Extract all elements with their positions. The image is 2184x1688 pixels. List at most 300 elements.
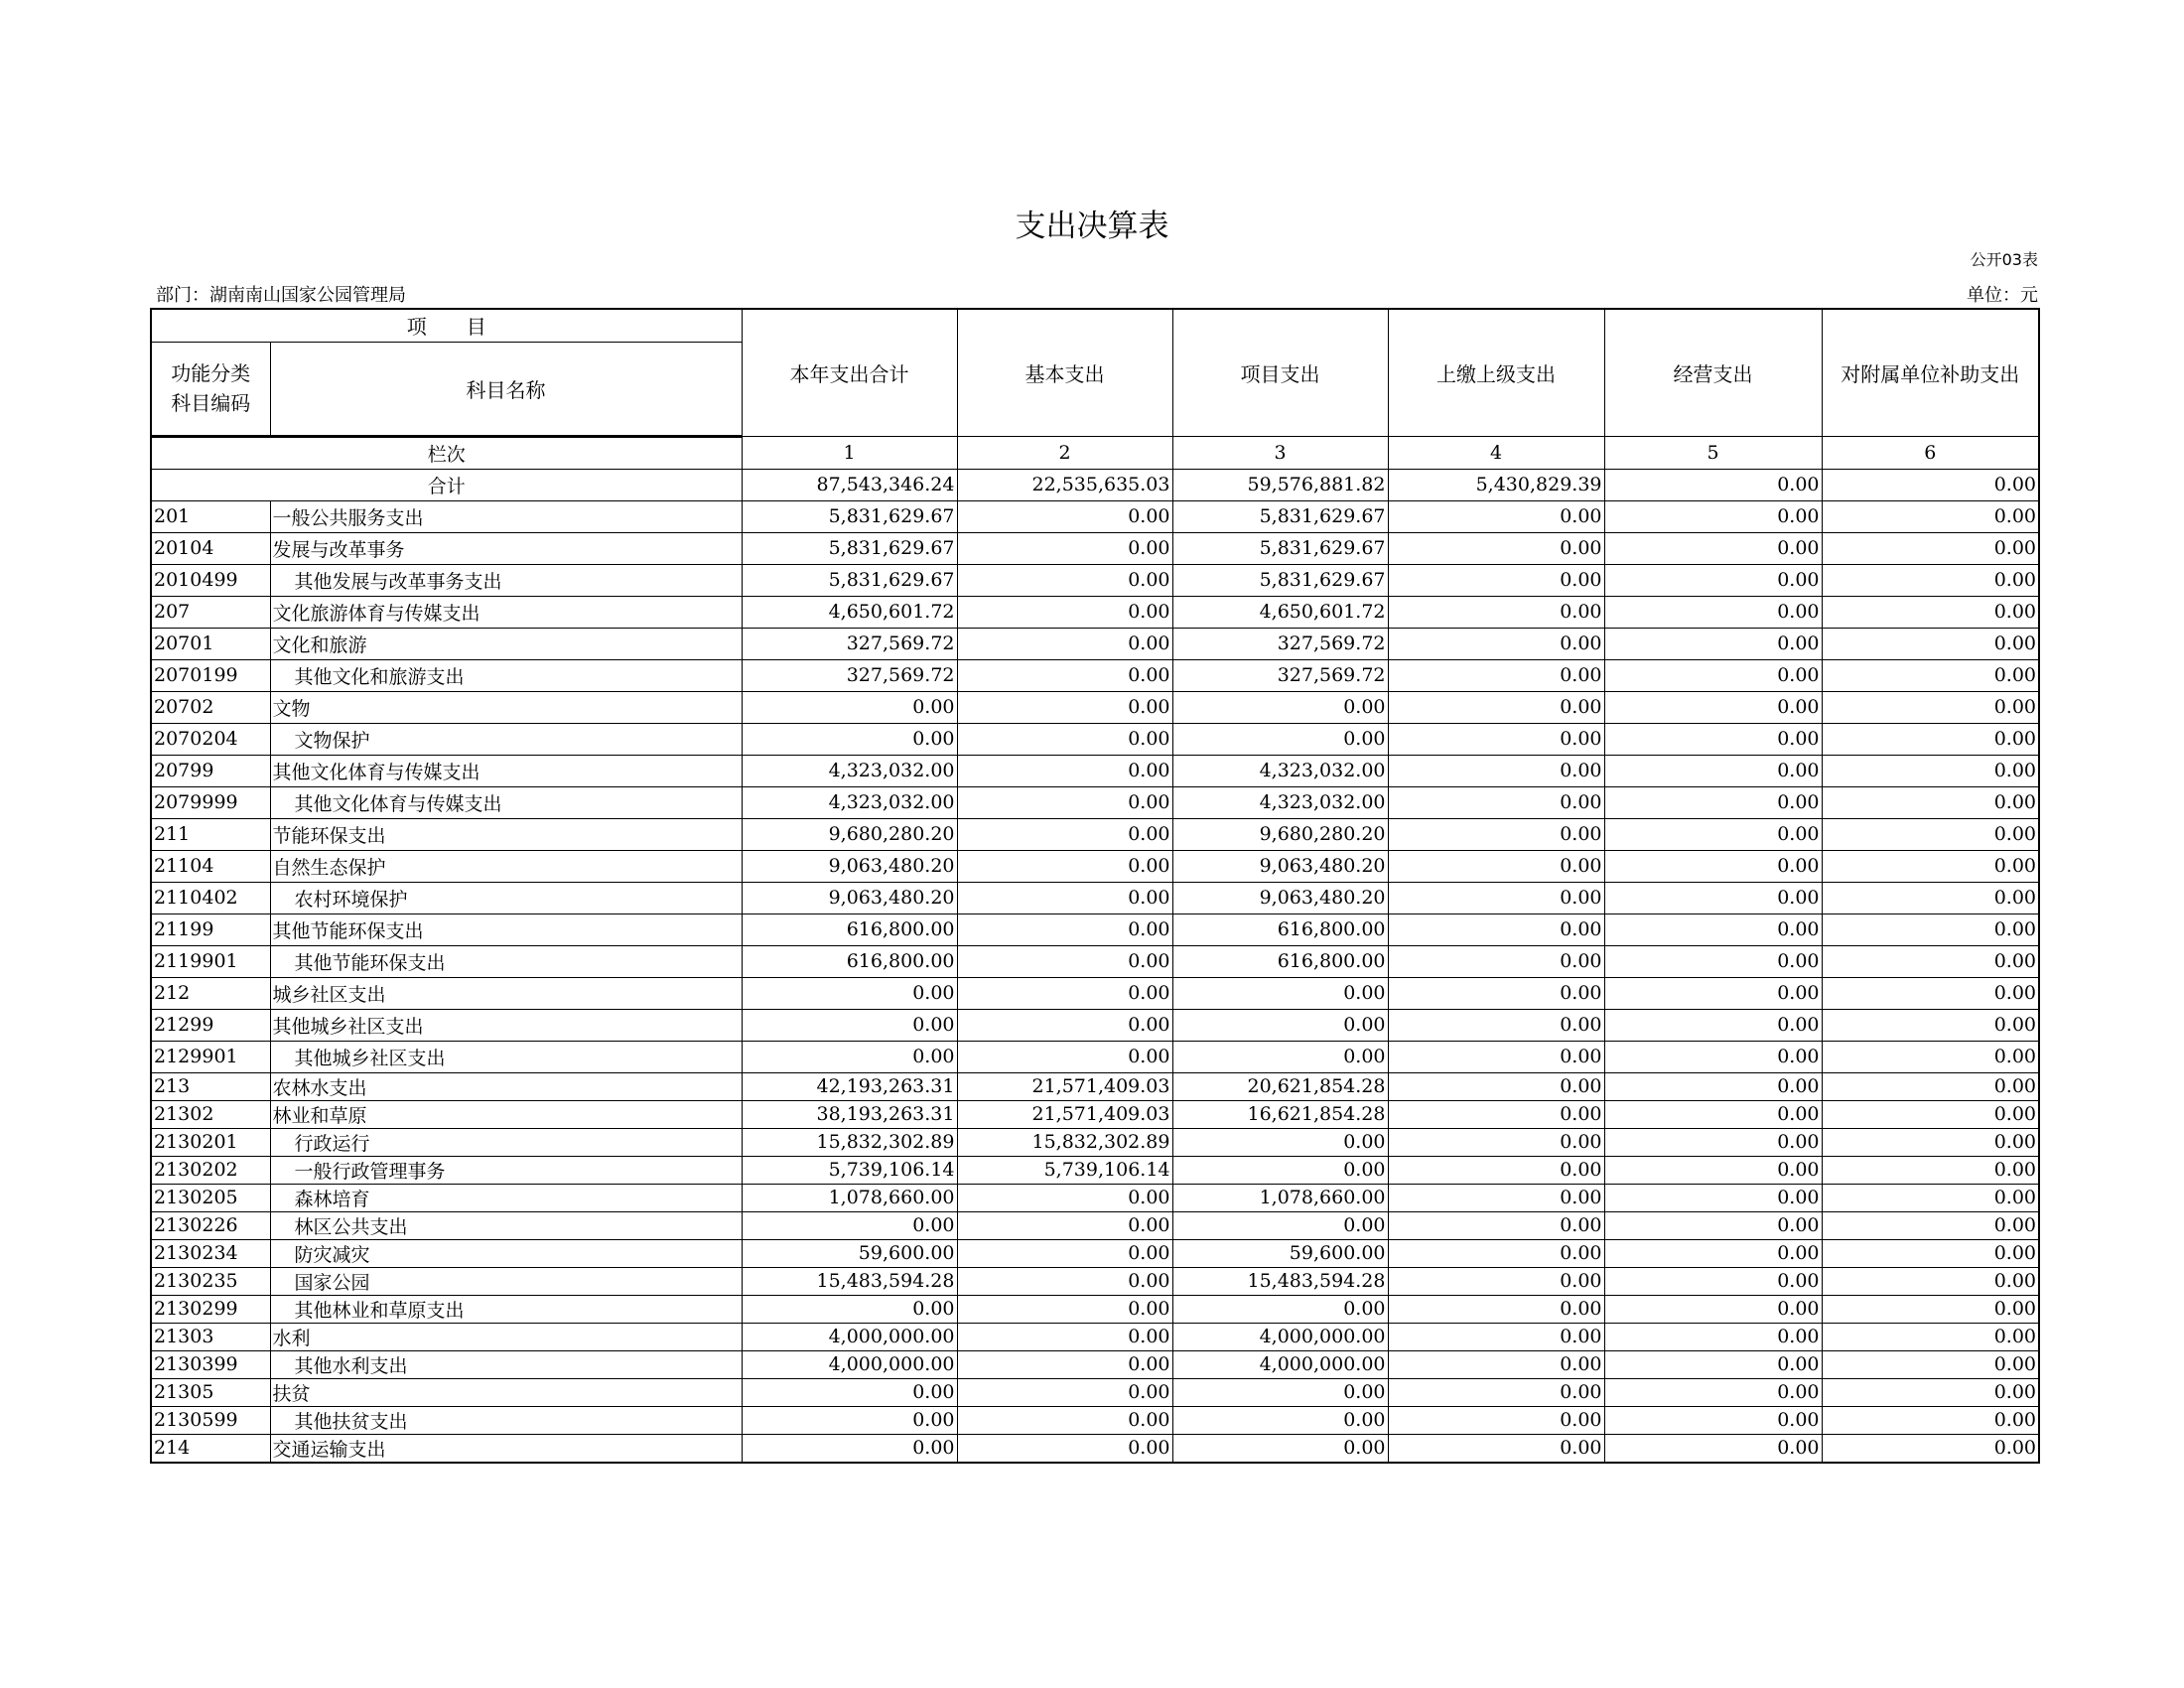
amount-cell-1: 15,483,594.28 — [742, 1267, 957, 1295]
table-row — [151, 1267, 2039, 1295]
form-number: 公开03表 — [1970, 250, 2038, 269]
amount-cell-6: 0.00 — [1822, 564, 2039, 596]
amount-cell-4: 0.00 — [1388, 628, 1604, 659]
subject-name: 文化旅游体育与传媒支出 — [270, 596, 742, 628]
amount-cell-3: 4,000,000.00 — [1172, 1323, 1388, 1350]
unit-label: 单位：元 — [1967, 285, 2038, 306]
amount-cell-5: 0.00 — [1604, 1350, 1822, 1378]
amount-cell-5: 0.00 — [1604, 1267, 1822, 1295]
amount-cell-1: 5,831,629.67 — [742, 564, 957, 596]
subject-name: 其他林业和草原支出 — [270, 1295, 742, 1323]
amount-cell-2: 0.00 — [957, 1211, 1172, 1239]
amount-cell-4: 0.00 — [1388, 755, 1604, 786]
amount-cell-5: 0.00 — [1604, 914, 1822, 945]
amount-cell-1: 0.00 — [742, 723, 957, 755]
amount-cell-5: 0.00 — [1604, 1295, 1822, 1323]
subject-code: 2130399 — [151, 1350, 270, 1378]
amount-cell-1: 0.00 — [742, 1041, 957, 1072]
amount-cell-6: 0.00 — [1822, 1009, 2039, 1041]
amount-cell-4: 0.00 — [1388, 1041, 1604, 1072]
amount-cell-4: 0.00 — [1388, 1156, 1604, 1184]
amount-cell-2: 0.00 — [957, 1350, 1172, 1378]
table-row — [151, 659, 2039, 691]
amount-cell-5: 0.00 — [1604, 1378, 1822, 1406]
subject-code: 2130201 — [151, 1128, 270, 1156]
subject-code: 2130202 — [151, 1156, 270, 1184]
subject-code: 21299 — [151, 1009, 270, 1041]
column-number-1: 1 — [742, 436, 957, 469]
amount-cell-5: 0.00 — [1604, 628, 1822, 659]
amount-cell-3: 0.00 — [1172, 1378, 1388, 1406]
table-row — [151, 500, 2039, 532]
amount-cell-6: 0.00 — [1822, 1211, 2039, 1239]
subject-name: 交通运输支出 — [270, 1434, 742, 1463]
amount-cell-2: 0.00 — [957, 1378, 1172, 1406]
amount-cell-2: 0.00 — [957, 500, 1172, 532]
amount-cell-1: 5,739,106.14 — [742, 1156, 957, 1184]
subject-code: 20104 — [151, 532, 270, 564]
subject-name: 农村环境保护 — [270, 882, 742, 914]
table-row — [151, 1295, 2039, 1323]
amount-cell-6: 0.00 — [1822, 977, 2039, 1009]
amount-cell-6: 0.00 — [1822, 532, 2039, 564]
amount-cell-4: 0.00 — [1388, 1434, 1604, 1463]
amount-cell-2: 0.00 — [957, 945, 1172, 977]
amount-cell-2: 0.00 — [957, 1267, 1172, 1295]
amount-cell-1: 4,000,000.00 — [742, 1323, 957, 1350]
amount-cell-5: 0.00 — [1604, 786, 1822, 818]
table-row — [151, 532, 2039, 564]
amount-cell-5: 0.00 — [1604, 564, 1822, 596]
amount-cell-1: 0.00 — [742, 1295, 957, 1323]
amount-cell-2: 0.00 — [957, 1323, 1172, 1350]
amount-cell-4: 0.00 — [1388, 1072, 1604, 1100]
amount-cell-6: 0.00 — [1822, 596, 2039, 628]
subject-code: 2079999 — [151, 786, 270, 818]
amount-cell-4: 0.00 — [1388, 1211, 1604, 1239]
subject-name: 其他水利支出 — [270, 1350, 742, 1378]
amount-cell-5: 0.00 — [1604, 1211, 1822, 1239]
table-row — [151, 786, 2039, 818]
amount-cell-3: 0.00 — [1172, 691, 1388, 723]
amount-cell-4: 0.00 — [1388, 1323, 1604, 1350]
total-value-4: 5,430,829.39 — [1388, 469, 1604, 500]
amount-cell-5: 0.00 — [1604, 755, 1822, 786]
amount-cell-5: 0.00 — [1604, 1100, 1822, 1128]
total-row — [151, 469, 2039, 500]
amount-cell-5: 0.00 — [1604, 850, 1822, 882]
column-number-3: 3 — [1172, 436, 1388, 469]
total-value-3: 59,576,881.82 — [1172, 469, 1388, 500]
amount-cell-6: 0.00 — [1822, 1378, 2039, 1406]
subject-code: 21199 — [151, 914, 270, 945]
table-row — [151, 1041, 2039, 1072]
subject-code: 20799 — [151, 755, 270, 786]
table-row — [151, 691, 2039, 723]
subject-code: 2119901 — [151, 945, 270, 977]
amount-cell-6: 0.00 — [1822, 628, 2039, 659]
table-row — [151, 1100, 2039, 1128]
amount-cell-3: 5,831,629.67 — [1172, 564, 1388, 596]
amount-cell-3: 9,680,280.20 — [1172, 818, 1388, 850]
col-header-2: 基本支出 — [957, 309, 1172, 436]
amount-cell-2: 0.00 — [957, 786, 1172, 818]
amount-cell-5: 0.00 — [1604, 659, 1822, 691]
amount-cell-1: 0.00 — [742, 1406, 957, 1434]
amount-cell-2: 0.00 — [957, 1041, 1172, 1072]
amount-cell-6: 0.00 — [1822, 691, 2039, 723]
subject-name: 其他发展与改革事务支出 — [270, 564, 742, 596]
amount-cell-3: 16,621,854.28 — [1172, 1100, 1388, 1128]
amount-cell-3: 4,000,000.00 — [1172, 1350, 1388, 1378]
amount-cell-6: 0.00 — [1822, 1184, 2039, 1211]
subject-code: 2070199 — [151, 659, 270, 691]
amount-cell-3: 4,323,032.00 — [1172, 786, 1388, 818]
amount-cell-2: 0.00 — [957, 564, 1172, 596]
col-header-3: 项目支出 — [1172, 309, 1388, 436]
subject-code: 2130205 — [151, 1184, 270, 1211]
amount-cell-4: 0.00 — [1388, 596, 1604, 628]
amount-cell-2: 0.00 — [957, 1295, 1172, 1323]
amount-cell-4: 0.00 — [1388, 1009, 1604, 1041]
amount-cell-5: 0.00 — [1604, 1041, 1822, 1072]
amount-cell-6: 0.00 — [1822, 1350, 2039, 1378]
table-row — [151, 850, 2039, 882]
col-header-1: 本年支出合计 — [742, 309, 957, 436]
table-row — [151, 1156, 2039, 1184]
amount-cell-1: 9,063,480.20 — [742, 850, 957, 882]
subject-name: 节能环保支出 — [270, 818, 742, 850]
amount-cell-4: 0.00 — [1388, 818, 1604, 850]
amount-cell-6: 0.00 — [1822, 882, 2039, 914]
amount-cell-3: 5,831,629.67 — [1172, 532, 1388, 564]
amount-cell-1: 0.00 — [742, 1211, 957, 1239]
subject-code: 2010499 — [151, 564, 270, 596]
amount-cell-2: 0.00 — [957, 628, 1172, 659]
amount-cell-1: 0.00 — [742, 691, 957, 723]
subject-code: 21302 — [151, 1100, 270, 1128]
amount-cell-3: 0.00 — [1172, 1041, 1388, 1072]
amount-cell-6: 0.00 — [1822, 500, 2039, 532]
table-row — [151, 818, 2039, 850]
table-row — [151, 1406, 2039, 1434]
amount-cell-1: 4,323,032.00 — [742, 786, 957, 818]
total-label: 合计 — [151, 469, 742, 500]
amount-cell-2: 0.00 — [957, 1406, 1172, 1434]
amount-cell-3: 616,800.00 — [1172, 914, 1388, 945]
table-row — [151, 628, 2039, 659]
subject-code: 211 — [151, 818, 270, 850]
amount-cell-2: 0.00 — [957, 659, 1172, 691]
amount-cell-1: 5,831,629.67 — [742, 500, 957, 532]
subject-code: 212 — [151, 977, 270, 1009]
amount-cell-4: 0.00 — [1388, 977, 1604, 1009]
table-row — [151, 1184, 2039, 1211]
amount-cell-4: 0.00 — [1388, 786, 1604, 818]
subject-code: 2130599 — [151, 1406, 270, 1434]
amount-cell-1: 9,063,480.20 — [742, 882, 957, 914]
subject-name: 林区公共支出 — [270, 1211, 742, 1239]
subject-name: 防灾减灾 — [270, 1239, 742, 1267]
table-row — [151, 1211, 2039, 1239]
amount-cell-4: 0.00 — [1388, 659, 1604, 691]
subject-name: 文化和旅游 — [270, 628, 742, 659]
amount-cell-3: 327,569.72 — [1172, 628, 1388, 659]
amount-cell-2: 21,571,409.03 — [957, 1072, 1172, 1100]
amount-cell-6: 0.00 — [1822, 786, 2039, 818]
table-row — [151, 1434, 2039, 1463]
amount-cell-1: 616,800.00 — [742, 914, 957, 945]
amount-cell-6: 0.00 — [1822, 1323, 2039, 1350]
subject-code: 21305 — [151, 1378, 270, 1406]
subject-name: 农林水支出 — [270, 1072, 742, 1100]
subject-name: 其他文化体育与传媒支出 — [270, 786, 742, 818]
amount-cell-5: 0.00 — [1604, 1072, 1822, 1100]
table-row — [151, 1128, 2039, 1156]
amount-cell-4: 0.00 — [1388, 1184, 1604, 1211]
amount-cell-5: 0.00 — [1604, 977, 1822, 1009]
amount-cell-3: 0.00 — [1172, 1009, 1388, 1041]
amount-cell-5: 0.00 — [1604, 500, 1822, 532]
amount-cell-5: 0.00 — [1604, 818, 1822, 850]
amount-cell-3: 5,831,629.67 — [1172, 500, 1388, 532]
amount-cell-6: 0.00 — [1822, 755, 2039, 786]
amount-cell-2: 0.00 — [957, 1184, 1172, 1211]
amount-cell-1: 38,193,263.31 — [742, 1100, 957, 1128]
table-row — [151, 977, 2039, 1009]
amount-cell-2: 0.00 — [957, 755, 1172, 786]
expenditure-table — [150, 308, 2040, 1464]
amount-cell-5: 0.00 — [1604, 596, 1822, 628]
total-value-2: 22,535,635.03 — [957, 469, 1172, 500]
amount-cell-2: 0.00 — [957, 532, 1172, 564]
col-header-4: 上缴上级支出 — [1388, 309, 1604, 436]
amount-cell-1: 15,832,302.89 — [742, 1128, 957, 1156]
subject-code: 2129901 — [151, 1041, 270, 1072]
amount-cell-3: 616,800.00 — [1172, 945, 1388, 977]
column-number-4: 4 — [1388, 436, 1604, 469]
subject-name: 文物保护 — [270, 723, 742, 755]
amount-cell-6: 0.00 — [1822, 945, 2039, 977]
subject-code: 2130234 — [151, 1239, 270, 1267]
amount-cell-2: 0.00 — [957, 914, 1172, 945]
department-label: 部门：湖南南山国家公园管理局 — [156, 285, 406, 306]
subject-name: 其他城乡社区支出 — [270, 1041, 742, 1072]
amount-cell-5: 0.00 — [1604, 945, 1822, 977]
subject-name: 一般公共服务支出 — [270, 500, 742, 532]
subject-code: 21303 — [151, 1323, 270, 1350]
amount-cell-1: 4,000,000.00 — [742, 1350, 957, 1378]
amount-cell-4: 0.00 — [1388, 532, 1604, 564]
table-row — [151, 723, 2039, 755]
amount-cell-3: 9,063,480.20 — [1172, 850, 1388, 882]
table-row — [151, 1323, 2039, 1350]
table-row — [151, 596, 2039, 628]
column-number-5: 5 — [1604, 436, 1822, 469]
amount-cell-2: 0.00 — [957, 723, 1172, 755]
amount-cell-3: 327,569.72 — [1172, 659, 1388, 691]
table-row — [151, 755, 2039, 786]
amount-cell-1: 42,193,263.31 — [742, 1072, 957, 1100]
amount-cell-4: 0.00 — [1388, 882, 1604, 914]
amount-cell-4: 0.00 — [1388, 1406, 1604, 1434]
amount-cell-3: 15,483,594.28 — [1172, 1267, 1388, 1295]
amount-cell-1: 616,800.00 — [742, 945, 957, 977]
amount-cell-2: 21,571,409.03 — [957, 1100, 1172, 1128]
amount-cell-4: 0.00 — [1388, 1350, 1604, 1378]
subject-code: 213 — [151, 1072, 270, 1100]
amount-cell-5: 0.00 — [1604, 1406, 1822, 1434]
table-row — [151, 1072, 2039, 1100]
amount-cell-1: 59,600.00 — [742, 1239, 957, 1267]
column-number-row — [151, 436, 2039, 469]
table-row — [151, 1239, 2039, 1267]
amount-cell-6: 0.00 — [1822, 1267, 2039, 1295]
amount-cell-2: 15,832,302.89 — [957, 1128, 1172, 1156]
amount-cell-1: 0.00 — [742, 977, 957, 1009]
amount-cell-1: 0.00 — [742, 1434, 957, 1463]
amount-cell-5: 0.00 — [1604, 723, 1822, 755]
amount-cell-3: 0.00 — [1172, 1406, 1388, 1434]
amount-cell-3: 4,323,032.00 — [1172, 755, 1388, 786]
subject-name: 其他文化和旅游支出 — [270, 659, 742, 691]
table-row — [151, 564, 2039, 596]
amount-cell-5: 0.00 — [1604, 1434, 1822, 1463]
subject-name: 水利 — [270, 1323, 742, 1350]
amount-cell-2: 0.00 — [957, 1239, 1172, 1267]
amount-cell-4: 0.00 — [1388, 1100, 1604, 1128]
page-title: 支出决算表 — [1015, 209, 1169, 244]
amount-cell-3: 0.00 — [1172, 1128, 1388, 1156]
amount-cell-5: 0.00 — [1604, 1156, 1822, 1184]
amount-cell-1: 0.00 — [742, 1009, 957, 1041]
amount-cell-3: 0.00 — [1172, 723, 1388, 755]
amount-cell-6: 0.00 — [1822, 1406, 2039, 1434]
col-header-5: 经营支出 — [1604, 309, 1822, 436]
amount-cell-3: 20,621,854.28 — [1172, 1072, 1388, 1100]
amount-cell-6: 0.00 — [1822, 914, 2039, 945]
col-header-6: 对附属单位补助支出 — [1822, 309, 2039, 436]
total-value-1: 87,543,346.24 — [742, 469, 957, 500]
amount-cell-1: 1,078,660.00 — [742, 1184, 957, 1211]
subject-code: 2130299 — [151, 1295, 270, 1323]
column-number-6: 6 — [1822, 436, 2039, 469]
amount-cell-5: 0.00 — [1604, 1239, 1822, 1267]
amount-cell-2: 0.00 — [957, 818, 1172, 850]
subject-name: 其他节能环保支出 — [270, 945, 742, 977]
amount-cell-4: 0.00 — [1388, 1267, 1604, 1295]
subject-code: 2130226 — [151, 1211, 270, 1239]
subject-name: 其他文化体育与传媒支出 — [270, 755, 742, 786]
amount-cell-4: 0.00 — [1388, 945, 1604, 977]
table-row — [151, 1009, 2039, 1041]
amount-cell-3: 59,600.00 — [1172, 1239, 1388, 1267]
subject-code: 2110402 — [151, 882, 270, 914]
table-row — [151, 882, 2039, 914]
amount-cell-6: 0.00 — [1822, 1434, 2039, 1463]
total-value-6: 0.00 — [1822, 469, 2039, 500]
amount-cell-4: 0.00 — [1388, 1295, 1604, 1323]
amount-cell-4: 0.00 — [1388, 500, 1604, 532]
subject-name: 扶贫 — [270, 1378, 742, 1406]
amount-cell-5: 0.00 — [1604, 1009, 1822, 1041]
code-header: 功能分类 科目编码 — [151, 342, 270, 436]
subject-name: 其他节能环保支出 — [270, 914, 742, 945]
amount-cell-3: 0.00 — [1172, 1295, 1388, 1323]
amount-cell-6: 0.00 — [1822, 1100, 2039, 1128]
amount-cell-6: 0.00 — [1822, 1295, 2039, 1323]
amount-cell-2: 0.00 — [957, 691, 1172, 723]
table-row — [151, 1378, 2039, 1406]
subject-name: 国家公园 — [270, 1267, 742, 1295]
subject-code: 20701 — [151, 628, 270, 659]
amount-cell-3: 0.00 — [1172, 977, 1388, 1009]
amount-cell-2: 0.00 — [957, 1434, 1172, 1463]
amount-cell-3: 0.00 — [1172, 1434, 1388, 1463]
total-value-5: 0.00 — [1604, 469, 1822, 500]
amount-cell-4: 0.00 — [1388, 564, 1604, 596]
subject-code: 201 — [151, 500, 270, 532]
amount-cell-5: 0.00 — [1604, 691, 1822, 723]
subject-name: 一般行政管理事务 — [270, 1156, 742, 1184]
item-group-header: 项 目 — [151, 309, 742, 342]
amount-cell-3: 9,063,480.20 — [1172, 882, 1388, 914]
amount-cell-6: 0.00 — [1822, 1128, 2039, 1156]
subject-name: 发展与改革事务 — [270, 532, 742, 564]
amount-cell-4: 0.00 — [1388, 1128, 1604, 1156]
subject-code: 2070204 — [151, 723, 270, 755]
subject-code: 2130235 — [151, 1267, 270, 1295]
amount-cell-1: 4,323,032.00 — [742, 755, 957, 786]
column-number-2: 2 — [957, 436, 1172, 469]
table-row — [151, 914, 2039, 945]
amount-cell-1: 327,569.72 — [742, 628, 957, 659]
amount-cell-6: 0.00 — [1822, 659, 2039, 691]
amount-cell-4: 0.00 — [1388, 914, 1604, 945]
amount-cell-6: 0.00 — [1822, 723, 2039, 755]
amount-cell-1: 327,569.72 — [742, 659, 957, 691]
table-row — [151, 945, 2039, 977]
amount-cell-1: 0.00 — [742, 1378, 957, 1406]
subject-name: 行政运行 — [270, 1128, 742, 1156]
subject-name: 其他扶贫支出 — [270, 1406, 742, 1434]
column-number-label: 栏次 — [151, 436, 742, 469]
amount-cell-2: 0.00 — [957, 596, 1172, 628]
amount-cell-6: 0.00 — [1822, 818, 2039, 850]
amount-cell-6: 0.00 — [1822, 1072, 2039, 1100]
amount-cell-2: 0.00 — [957, 850, 1172, 882]
amount-cell-2: 0.00 — [957, 977, 1172, 1009]
amount-cell-5: 0.00 — [1604, 882, 1822, 914]
subject-name: 文物 — [270, 691, 742, 723]
amount-cell-6: 0.00 — [1822, 1239, 2039, 1267]
subject-name: 其他城乡社区支出 — [270, 1009, 742, 1041]
subject-code: 214 — [151, 1434, 270, 1463]
subject-name: 城乡社区支出 — [270, 977, 742, 1009]
amount-cell-5: 0.00 — [1604, 1323, 1822, 1350]
amount-cell-3: 0.00 — [1172, 1211, 1388, 1239]
amount-cell-4: 0.00 — [1388, 691, 1604, 723]
amount-cell-2: 0.00 — [957, 1009, 1172, 1041]
amount-cell-1: 9,680,280.20 — [742, 818, 957, 850]
subject-name: 自然生态保护 — [270, 850, 742, 882]
amount-cell-5: 0.00 — [1604, 532, 1822, 564]
amount-cell-6: 0.00 — [1822, 850, 2039, 882]
subject-name: 林业和草原 — [270, 1100, 742, 1128]
amount-cell-4: 0.00 — [1388, 723, 1604, 755]
table-row — [151, 1350, 2039, 1378]
amount-cell-2: 0.00 — [957, 882, 1172, 914]
